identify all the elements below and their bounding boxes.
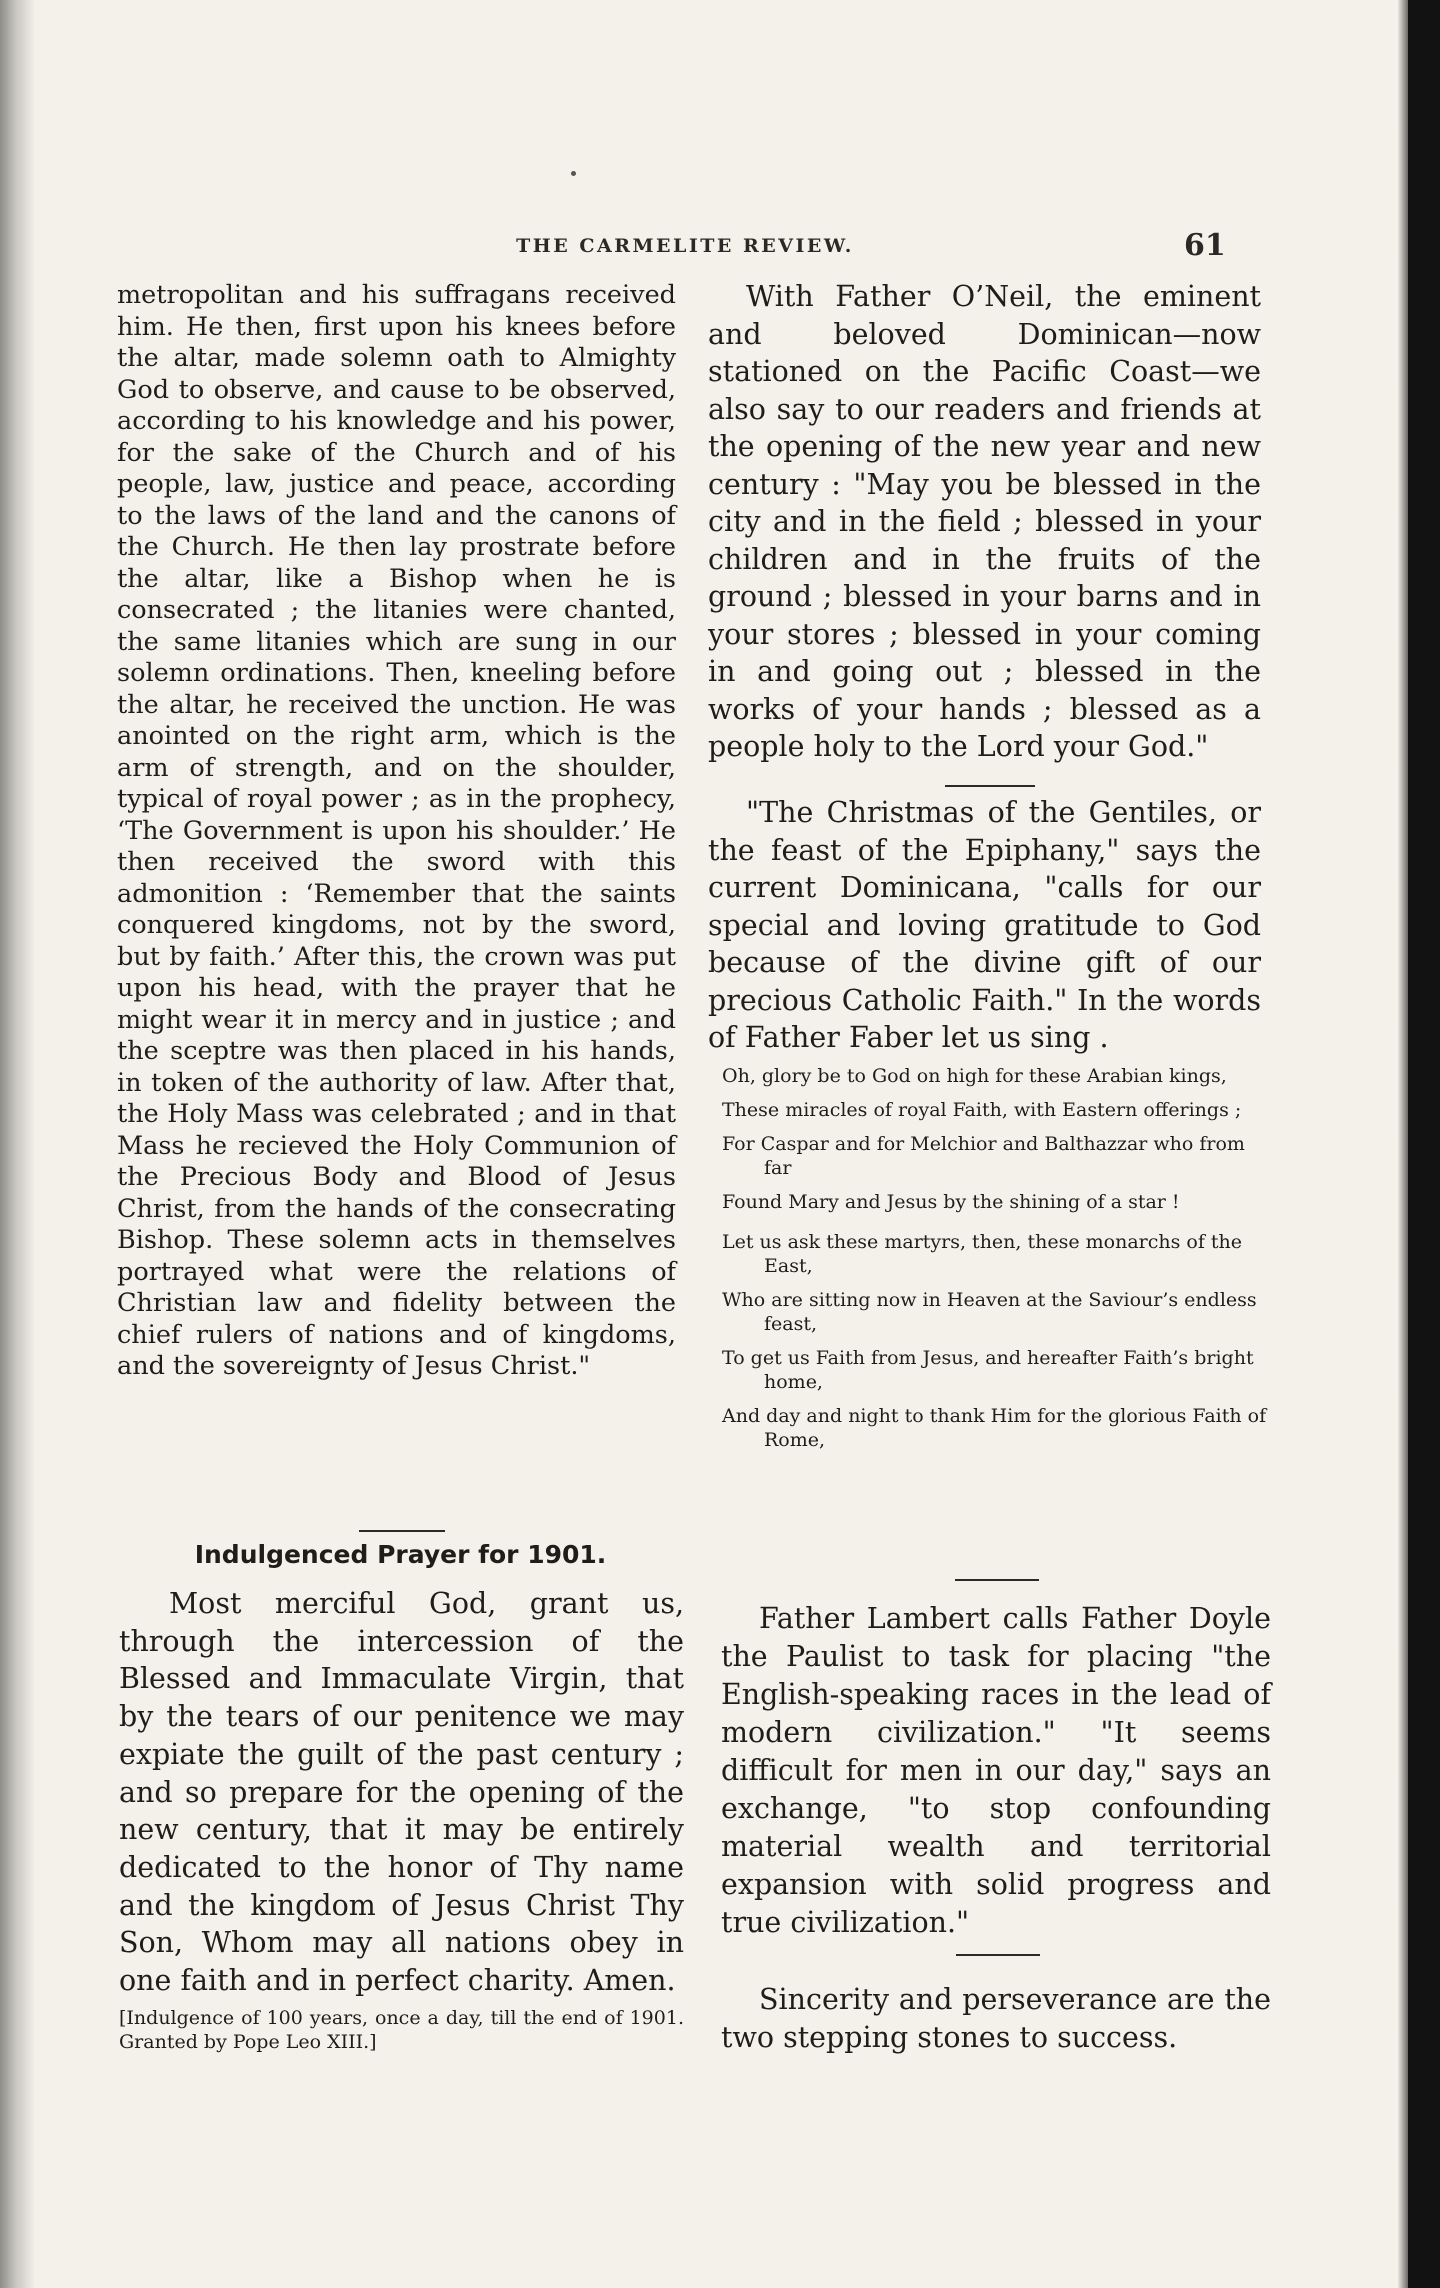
section-divider xyxy=(956,1954,1040,1956)
epiphany-section xyxy=(708,794,1261,1057)
maxim-paragraph: Sincerity and perseverance are the two stepping stones to success. xyxy=(721,1983,1271,2054)
page-number: 61 xyxy=(1184,228,1226,263)
article-continuation: metropolitan and his suffragans received him. He then, first upon his knees before the altar, made solemn oath to Almighty God to observe, and cause to be observed, according to his knowledge and his power, for the sake of the Church and of his people, law, justice and peace, according to the laws of the land and the canons of the Church. He then lay prostrate before the altar, like a Bishop when he is consecrated ; the litanies were chanted, the same litanies which are sung in our solemn ordinations. Then, kneeling before the altar, he received the unction. He was anointed on the right arm, which is the arm of strength, and on the shoulder, typical of royal power ; as in the prophecy, ‘The Government is upon his shoulder.’ He then received the sword with this admonition : ‘Remember that the saints conquered kingdoms, not by the sword, but by faith.’ After this, the crown was put upon his head, with the prayer that he might wear it in mercy and in justice ; and the sceptre was then placed in his hands, in token of the authority of law. After that, the Holy Mass was celebrated ; and in that Mass he recieved the Holy Communion of the Precious Body and Blood of Jesus Christ, from the hands of the consecrating Bishop. These solemn acts in themselves portrayed what were the relations of Christian law and fidelity between the chief rulers of nations and of kingdoms, and the sovereignty of Jesus Christ." xyxy=(117,280,676,1381)
running-head: THE CARMELITE REVIEW. xyxy=(516,235,854,257)
civilization-paragraph: Father Lambert calls Father Doyle the Paulist to task for placing "the English-speaking races in the lead of modern civilization." "It seems difficult for men in our day," says an exchange, "to stop confounding material wealth and territorial expansion with solid progress and true civilization." xyxy=(721,1602,1271,1939)
poem-line: Who are sitting now in Heaven at the Saviour’s endless feast, xyxy=(722,1289,1257,1335)
new-year-blessing xyxy=(708,278,1261,766)
epiphany-paragraph: "The Christmas of the Gentiles, or the feast of the Epiphany," says the current Dominicana, "calls for our special and loving gratitude to God because of the divine gift of our precious Catholic Faith." In the words of Father Faber let us sing . xyxy=(708,796,1261,1054)
poem-line: To get us Faith from Jesus, and hereafter Faith’s bright home, xyxy=(722,1347,1254,1393)
print-speck xyxy=(571,171,576,176)
poem-line: And day and night to thank Him for the glorious Faith of Rome, xyxy=(722,1405,1267,1451)
section-divider xyxy=(955,1579,1039,1581)
civilization-section xyxy=(721,1600,1271,1942)
prayer-heading: Indulgenced Prayer for 1901. xyxy=(194,1540,607,1569)
section-divider xyxy=(945,785,1035,787)
prayer-indulgence-note: [Indulgence of 100 years, once a day, till the end of 1901. Granted by Pope Leo XIII.] xyxy=(119,2007,684,2053)
left-column-article xyxy=(117,280,676,1383)
faber-poem xyxy=(722,1064,1272,1462)
maxim-section xyxy=(721,1981,1271,2057)
poem-line: Oh, glory be to God on high for these Arabian kings, xyxy=(722,1065,1227,1087)
blessing-paragraph: With Father O’Neil, the eminent and beloved Dominican—now stationed on the Pacific Coast—we also say to our readers and friends at the opening of the new year and new century : "May you be blessed in the city and in the field ; blessed in your children and in the fruits of the ground ; blessed in your barns and in your stores ; blessed in your coming in and going out ; blessed in the works of your hands ; blessed as a people holy to the Lord your God." xyxy=(708,280,1261,763)
poem-line: These miracles of royal Faith, with Eastern offerings ; xyxy=(722,1099,1242,1121)
poem-line: Let us ask these martyrs, then, these monarchs of the East, xyxy=(722,1231,1243,1277)
poem-line: For Caspar and for Melchior and Balthazzar who from far xyxy=(722,1133,1245,1179)
prayer-body xyxy=(119,1585,684,2000)
poem-line: Found Mary and Jesus by the shining of a star ! xyxy=(722,1191,1180,1213)
prayer-text: Most merciful God, grant us, through the intercession of the Blessed and Immaculate Virgin, that by the tears of our penitence we may expiate the guilt of the past century ; and so prepare for the opening of the new century, that it may be entirely dedicated to the honor of Thy name and the kingdom of Jesus Christ Thy Son, Whom may all nations obey in one faith and in perfect charity. Amen. xyxy=(119,1587,684,1998)
section-divider xyxy=(359,1530,445,1532)
